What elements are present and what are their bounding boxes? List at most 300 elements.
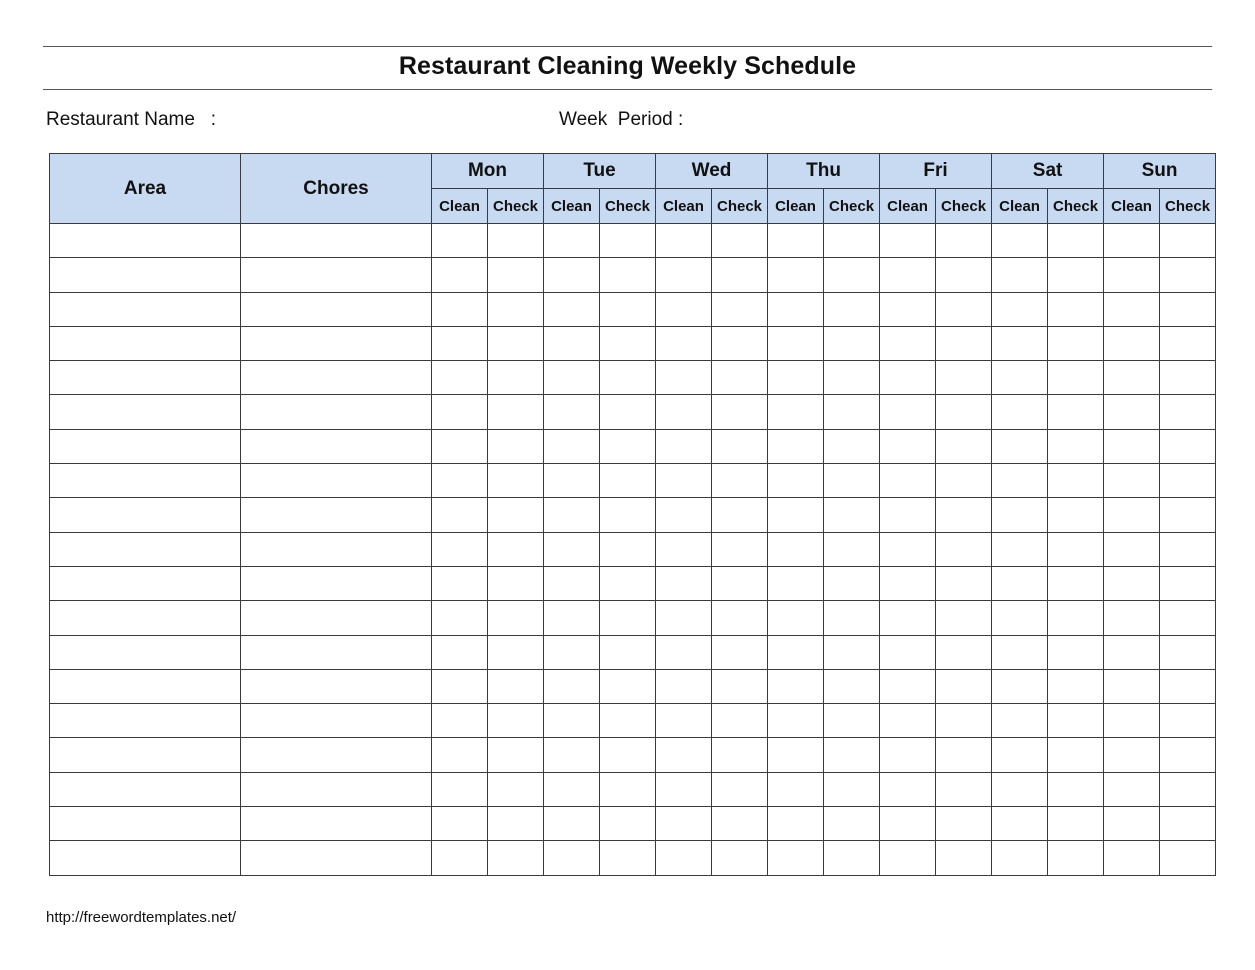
tue-clean-cell[interactable] (544, 669, 600, 703)
mon-check-cell[interactable] (488, 292, 544, 326)
mon-clean-cell[interactable] (432, 601, 488, 635)
thu-clean-cell[interactable] (768, 224, 824, 258)
chores-cell[interactable] (241, 704, 432, 738)
fri-clean-cell[interactable] (880, 532, 936, 566)
tue-clean-cell[interactable] (544, 258, 600, 292)
fri-clean-cell[interactable] (880, 635, 936, 669)
wed-clean-cell[interactable] (656, 704, 712, 738)
tue-check-cell[interactable] (600, 532, 656, 566)
mon-clean-cell[interactable] (432, 361, 488, 395)
mon-clean-cell[interactable] (432, 841, 488, 875)
tue-check-cell[interactable] (600, 772, 656, 806)
sat-check-cell[interactable] (1048, 669, 1104, 703)
sat-check-cell[interactable] (1048, 532, 1104, 566)
sat-clean-cell[interactable] (992, 292, 1048, 326)
fri-check-cell[interactable] (936, 292, 992, 326)
thu-check-cell[interactable] (824, 532, 880, 566)
fri-check-cell[interactable] (936, 566, 992, 600)
sat-clean-cell[interactable] (992, 395, 1048, 429)
sun-check-cell[interactable] (1160, 395, 1216, 429)
wed-clean-cell[interactable] (656, 841, 712, 875)
wed-clean-cell[interactable] (656, 738, 712, 772)
wed-check-cell[interactable] (712, 635, 768, 669)
sun-check-cell[interactable] (1160, 224, 1216, 258)
chores-cell[interactable] (241, 532, 432, 566)
tue-clean-cell[interactable] (544, 498, 600, 532)
wed-clean-cell[interactable] (656, 807, 712, 841)
mon-check-cell[interactable] (488, 464, 544, 498)
sun-clean-cell[interactable] (1104, 601, 1160, 635)
sat-check-cell[interactable] (1048, 429, 1104, 463)
tue-check-cell[interactable] (600, 292, 656, 326)
tue-check-cell[interactable] (600, 704, 656, 738)
fri-check-cell[interactable] (936, 224, 992, 258)
wed-check-cell[interactable] (712, 738, 768, 772)
wed-clean-cell[interactable] (656, 669, 712, 703)
wed-check-cell[interactable] (712, 669, 768, 703)
thu-check-cell[interactable] (824, 498, 880, 532)
chores-cell[interactable] (241, 395, 432, 429)
fri-check-cell[interactable] (936, 601, 992, 635)
thu-clean-cell[interactable] (768, 429, 824, 463)
sun-check-cell[interactable] (1160, 361, 1216, 395)
wed-check-cell[interactable] (712, 841, 768, 875)
sun-clean-cell[interactable] (1104, 635, 1160, 669)
sat-check-cell[interactable] (1048, 738, 1104, 772)
sat-clean-cell[interactable] (992, 532, 1048, 566)
thu-check-cell[interactable] (824, 361, 880, 395)
mon-check-cell[interactable] (488, 841, 544, 875)
sat-clean-cell[interactable] (992, 807, 1048, 841)
fri-check-cell[interactable] (936, 326, 992, 360)
thu-clean-cell[interactable] (768, 807, 824, 841)
wed-clean-cell[interactable] (656, 566, 712, 600)
tue-check-cell[interactable] (600, 807, 656, 841)
sun-clean-cell[interactable] (1104, 464, 1160, 498)
sat-clean-cell[interactable] (992, 498, 1048, 532)
mon-clean-cell[interactable] (432, 326, 488, 360)
mon-clean-cell[interactable] (432, 738, 488, 772)
fri-check-cell[interactable] (936, 704, 992, 738)
tue-check-cell[interactable] (600, 635, 656, 669)
sat-check-cell[interactable] (1048, 601, 1104, 635)
wed-clean-cell[interactable] (656, 326, 712, 360)
tue-clean-cell[interactable] (544, 601, 600, 635)
mon-clean-cell[interactable] (432, 258, 488, 292)
sat-clean-cell[interactable] (992, 566, 1048, 600)
sat-clean-cell[interactable] (992, 464, 1048, 498)
mon-clean-cell[interactable] (432, 669, 488, 703)
tue-clean-cell[interactable] (544, 224, 600, 258)
mon-check-cell[interactable] (488, 635, 544, 669)
tue-clean-cell[interactable] (544, 361, 600, 395)
sun-clean-cell[interactable] (1104, 532, 1160, 566)
fri-clean-cell[interactable] (880, 566, 936, 600)
fri-check-cell[interactable] (936, 258, 992, 292)
tue-clean-cell[interactable] (544, 841, 600, 875)
thu-clean-cell[interactable] (768, 601, 824, 635)
fri-check-cell[interactable] (936, 738, 992, 772)
thu-check-cell[interactable] (824, 601, 880, 635)
sat-check-cell[interactable] (1048, 772, 1104, 806)
chores-cell[interactable] (241, 738, 432, 772)
thu-clean-cell[interactable] (768, 566, 824, 600)
sun-clean-cell[interactable] (1104, 704, 1160, 738)
mon-clean-cell[interactable] (432, 807, 488, 841)
fri-clean-cell[interactable] (880, 429, 936, 463)
tue-clean-cell[interactable] (544, 738, 600, 772)
fri-clean-cell[interactable] (880, 601, 936, 635)
thu-clean-cell[interactable] (768, 395, 824, 429)
sun-check-cell[interactable] (1160, 258, 1216, 292)
fri-clean-cell[interactable] (880, 669, 936, 703)
wed-clean-cell[interactable] (656, 361, 712, 395)
mon-check-cell[interactable] (488, 566, 544, 600)
mon-clean-cell[interactable] (432, 498, 488, 532)
fri-clean-cell[interactable] (880, 841, 936, 875)
thu-clean-cell[interactable] (768, 326, 824, 360)
fri-clean-cell[interactable] (880, 258, 936, 292)
sat-check-cell[interactable] (1048, 292, 1104, 326)
mon-clean-cell[interactable] (432, 704, 488, 738)
sat-clean-cell[interactable] (992, 772, 1048, 806)
tue-check-cell[interactable] (600, 498, 656, 532)
thu-check-cell[interactable] (824, 224, 880, 258)
wed-clean-cell[interactable] (656, 635, 712, 669)
sat-check-cell[interactable] (1048, 361, 1104, 395)
sat-check-cell[interactable] (1048, 326, 1104, 360)
thu-check-cell[interactable] (824, 395, 880, 429)
fri-clean-cell[interactable] (880, 807, 936, 841)
sat-clean-cell[interactable] (992, 669, 1048, 703)
sat-check-cell[interactable] (1048, 258, 1104, 292)
tue-clean-cell[interactable] (544, 772, 600, 806)
area-cell[interactable] (50, 429, 241, 463)
tue-check-cell[interactable] (600, 566, 656, 600)
tue-clean-cell[interactable] (544, 635, 600, 669)
fri-clean-cell[interactable] (880, 395, 936, 429)
thu-clean-cell[interactable] (768, 635, 824, 669)
thu-clean-cell[interactable] (768, 361, 824, 395)
wed-check-cell[interactable] (712, 224, 768, 258)
area-cell[interactable] (50, 601, 241, 635)
sat-check-cell[interactable] (1048, 807, 1104, 841)
sat-clean-cell[interactable] (992, 704, 1048, 738)
thu-check-cell[interactable] (824, 326, 880, 360)
tue-check-cell[interactable] (600, 361, 656, 395)
thu-clean-cell[interactable] (768, 464, 824, 498)
wed-check-cell[interactable] (712, 566, 768, 600)
mon-check-cell[interactable] (488, 532, 544, 566)
area-cell[interactable] (50, 258, 241, 292)
tue-check-cell[interactable] (600, 429, 656, 463)
chores-cell[interactable] (241, 772, 432, 806)
sun-check-cell[interactable] (1160, 292, 1216, 326)
wed-check-cell[interactable] (712, 772, 768, 806)
sun-check-cell[interactable] (1160, 841, 1216, 875)
sun-check-cell[interactable] (1160, 464, 1216, 498)
thu-check-cell[interactable] (824, 772, 880, 806)
mon-check-cell[interactable] (488, 704, 544, 738)
sun-clean-cell[interactable] (1104, 395, 1160, 429)
thu-check-cell[interactable] (824, 429, 880, 463)
chores-cell[interactable] (241, 464, 432, 498)
chores-cell[interactable] (241, 326, 432, 360)
tue-check-cell[interactable] (600, 224, 656, 258)
mon-check-cell[interactable] (488, 669, 544, 703)
fri-check-cell[interactable] (936, 532, 992, 566)
tue-check-cell[interactable] (600, 669, 656, 703)
chores-cell[interactable] (241, 224, 432, 258)
fri-clean-cell[interactable] (880, 772, 936, 806)
chores-cell[interactable] (241, 841, 432, 875)
thu-check-cell[interactable] (824, 738, 880, 772)
tue-clean-cell[interactable] (544, 532, 600, 566)
wed-check-cell[interactable] (712, 498, 768, 532)
thu-check-cell[interactable] (824, 566, 880, 600)
area-cell[interactable] (50, 532, 241, 566)
thu-clean-cell[interactable] (768, 841, 824, 875)
mon-check-cell[interactable] (488, 429, 544, 463)
thu-check-cell[interactable] (824, 807, 880, 841)
fri-check-cell[interactable] (936, 464, 992, 498)
tue-clean-cell[interactable] (544, 566, 600, 600)
tue-check-cell[interactable] (600, 841, 656, 875)
sun-check-cell[interactable] (1160, 498, 1216, 532)
sun-check-cell[interactable] (1160, 566, 1216, 600)
wed-check-cell[interactable] (712, 395, 768, 429)
wed-check-cell[interactable] (712, 361, 768, 395)
sun-clean-cell[interactable] (1104, 772, 1160, 806)
thu-check-cell[interactable] (824, 841, 880, 875)
mon-check-cell[interactable] (488, 395, 544, 429)
thu-check-cell[interactable] (824, 704, 880, 738)
mon-check-cell[interactable] (488, 361, 544, 395)
mon-check-cell[interactable] (488, 601, 544, 635)
wed-check-cell[interactable] (712, 532, 768, 566)
fri-check-cell[interactable] (936, 429, 992, 463)
area-cell[interactable] (50, 498, 241, 532)
thu-clean-cell[interactable] (768, 772, 824, 806)
mon-clean-cell[interactable] (432, 566, 488, 600)
wed-clean-cell[interactable] (656, 772, 712, 806)
sat-check-cell[interactable] (1048, 224, 1104, 258)
wed-clean-cell[interactable] (656, 498, 712, 532)
sat-check-cell[interactable] (1048, 498, 1104, 532)
fri-check-cell[interactable] (936, 669, 992, 703)
sat-check-cell[interactable] (1048, 395, 1104, 429)
sun-check-cell[interactable] (1160, 669, 1216, 703)
sun-check-cell[interactable] (1160, 738, 1216, 772)
sun-check-cell[interactable] (1160, 326, 1216, 360)
fri-clean-cell[interactable] (880, 498, 936, 532)
fri-clean-cell[interactable] (880, 464, 936, 498)
fri-clean-cell[interactable] (880, 326, 936, 360)
sun-clean-cell[interactable] (1104, 326, 1160, 360)
chores-cell[interactable] (241, 292, 432, 326)
sun-clean-cell[interactable] (1104, 669, 1160, 703)
tue-clean-cell[interactable] (544, 464, 600, 498)
fri-check-cell[interactable] (936, 395, 992, 429)
chores-cell[interactable] (241, 669, 432, 703)
chores-cell[interactable] (241, 601, 432, 635)
wed-clean-cell[interactable] (656, 258, 712, 292)
fri-clean-cell[interactable] (880, 292, 936, 326)
thu-clean-cell[interactable] (768, 738, 824, 772)
tue-clean-cell[interactable] (544, 395, 600, 429)
sat-clean-cell[interactable] (992, 601, 1048, 635)
mon-check-cell[interactable] (488, 326, 544, 360)
sat-clean-cell[interactable] (992, 258, 1048, 292)
mon-check-cell[interactable] (488, 498, 544, 532)
chores-cell[interactable] (241, 258, 432, 292)
area-cell[interactable] (50, 704, 241, 738)
chores-cell[interactable] (241, 361, 432, 395)
fri-clean-cell[interactable] (880, 738, 936, 772)
sun-clean-cell[interactable] (1104, 224, 1160, 258)
fri-clean-cell[interactable] (880, 704, 936, 738)
thu-check-cell[interactable] (824, 464, 880, 498)
area-cell[interactable] (50, 326, 241, 360)
mon-check-cell[interactable] (488, 258, 544, 292)
sun-clean-cell[interactable] (1104, 498, 1160, 532)
area-cell[interactable] (50, 224, 241, 258)
tue-check-cell[interactable] (600, 395, 656, 429)
thu-clean-cell[interactable] (768, 258, 824, 292)
tue-check-cell[interactable] (600, 601, 656, 635)
thu-clean-cell[interactable] (768, 704, 824, 738)
fri-check-cell[interactable] (936, 498, 992, 532)
mon-clean-cell[interactable] (432, 224, 488, 258)
sat-clean-cell[interactable] (992, 429, 1048, 463)
sun-check-cell[interactable] (1160, 807, 1216, 841)
sun-clean-cell[interactable] (1104, 566, 1160, 600)
sat-clean-cell[interactable] (992, 635, 1048, 669)
thu-check-cell[interactable] (824, 669, 880, 703)
mon-clean-cell[interactable] (432, 532, 488, 566)
sun-check-cell[interactable] (1160, 429, 1216, 463)
sat-clean-cell[interactable] (992, 326, 1048, 360)
tue-check-cell[interactable] (600, 738, 656, 772)
tue-clean-cell[interactable] (544, 429, 600, 463)
wed-clean-cell[interactable] (656, 601, 712, 635)
chores-cell[interactable] (241, 498, 432, 532)
sun-clean-cell[interactable] (1104, 841, 1160, 875)
wed-check-cell[interactable] (712, 429, 768, 463)
area-cell[interactable] (50, 566, 241, 600)
area-cell[interactable] (50, 807, 241, 841)
fri-check-cell[interactable] (936, 841, 992, 875)
thu-check-cell[interactable] (824, 635, 880, 669)
wed-check-cell[interactable] (712, 601, 768, 635)
sun-clean-cell[interactable] (1104, 258, 1160, 292)
sun-check-cell[interactable] (1160, 704, 1216, 738)
mon-check-cell[interactable] (488, 807, 544, 841)
mon-clean-cell[interactable] (432, 429, 488, 463)
wed-check-cell[interactable] (712, 292, 768, 326)
area-cell[interactable] (50, 292, 241, 326)
fri-check-cell[interactable] (936, 635, 992, 669)
sat-clean-cell[interactable] (992, 738, 1048, 772)
mon-check-cell[interactable] (488, 772, 544, 806)
sun-clean-cell[interactable] (1104, 429, 1160, 463)
area-cell[interactable] (50, 738, 241, 772)
fri-check-cell[interactable] (936, 361, 992, 395)
wed-clean-cell[interactable] (656, 224, 712, 258)
tue-clean-cell[interactable] (544, 807, 600, 841)
thu-clean-cell[interactable] (768, 669, 824, 703)
wed-check-cell[interactable] (712, 326, 768, 360)
sat-check-cell[interactable] (1048, 841, 1104, 875)
tue-check-cell[interactable] (600, 464, 656, 498)
tue-check-cell[interactable] (600, 258, 656, 292)
wed-check-cell[interactable] (712, 464, 768, 498)
fri-check-cell[interactable] (936, 772, 992, 806)
area-cell[interactable] (50, 464, 241, 498)
sun-check-cell[interactable] (1160, 601, 1216, 635)
tue-clean-cell[interactable] (544, 326, 600, 360)
area-cell[interactable] (50, 841, 241, 875)
wed-clean-cell[interactable] (656, 429, 712, 463)
thu-clean-cell[interactable] (768, 292, 824, 326)
sun-clean-cell[interactable] (1104, 361, 1160, 395)
chores-cell[interactable] (241, 635, 432, 669)
area-cell[interactable] (50, 635, 241, 669)
wed-clean-cell[interactable] (656, 292, 712, 326)
sun-clean-cell[interactable] (1104, 738, 1160, 772)
wed-clean-cell[interactable] (656, 532, 712, 566)
sun-check-cell[interactable] (1160, 635, 1216, 669)
fri-clean-cell[interactable] (880, 224, 936, 258)
sat-clean-cell[interactable] (992, 841, 1048, 875)
area-cell[interactable] (50, 395, 241, 429)
mon-clean-cell[interactable] (432, 395, 488, 429)
sat-check-cell[interactable] (1048, 566, 1104, 600)
mon-clean-cell[interactable] (432, 464, 488, 498)
tue-clean-cell[interactable] (544, 292, 600, 326)
area-cell[interactable] (50, 772, 241, 806)
tue-clean-cell[interactable] (544, 704, 600, 738)
sat-check-cell[interactable] (1048, 464, 1104, 498)
sat-clean-cell[interactable] (992, 361, 1048, 395)
sun-check-cell[interactable] (1160, 772, 1216, 806)
sun-clean-cell[interactable] (1104, 807, 1160, 841)
wed-clean-cell[interactable] (656, 464, 712, 498)
sat-check-cell[interactable] (1048, 635, 1104, 669)
thu-check-cell[interactable] (824, 292, 880, 326)
mon-clean-cell[interactable] (432, 772, 488, 806)
chores-cell[interactable] (241, 807, 432, 841)
fri-clean-cell[interactable] (880, 361, 936, 395)
wed-clean-cell[interactable] (656, 395, 712, 429)
chores-cell[interactable] (241, 566, 432, 600)
mon-clean-cell[interactable] (432, 292, 488, 326)
thu-clean-cell[interactable] (768, 532, 824, 566)
sat-clean-cell[interactable] (992, 224, 1048, 258)
mon-check-cell[interactable] (488, 738, 544, 772)
thu-clean-cell[interactable] (768, 498, 824, 532)
tue-check-cell[interactable] (600, 326, 656, 360)
sat-check-cell[interactable] (1048, 704, 1104, 738)
chores-cell[interactable] (241, 429, 432, 463)
sun-check-cell[interactable] (1160, 532, 1216, 566)
area-cell[interactable] (50, 669, 241, 703)
wed-check-cell[interactable] (712, 704, 768, 738)
mon-check-cell[interactable] (488, 224, 544, 258)
fri-check-cell[interactable] (936, 807, 992, 841)
wed-check-cell[interactable] (712, 258, 768, 292)
mon-clean-cell[interactable] (432, 635, 488, 669)
